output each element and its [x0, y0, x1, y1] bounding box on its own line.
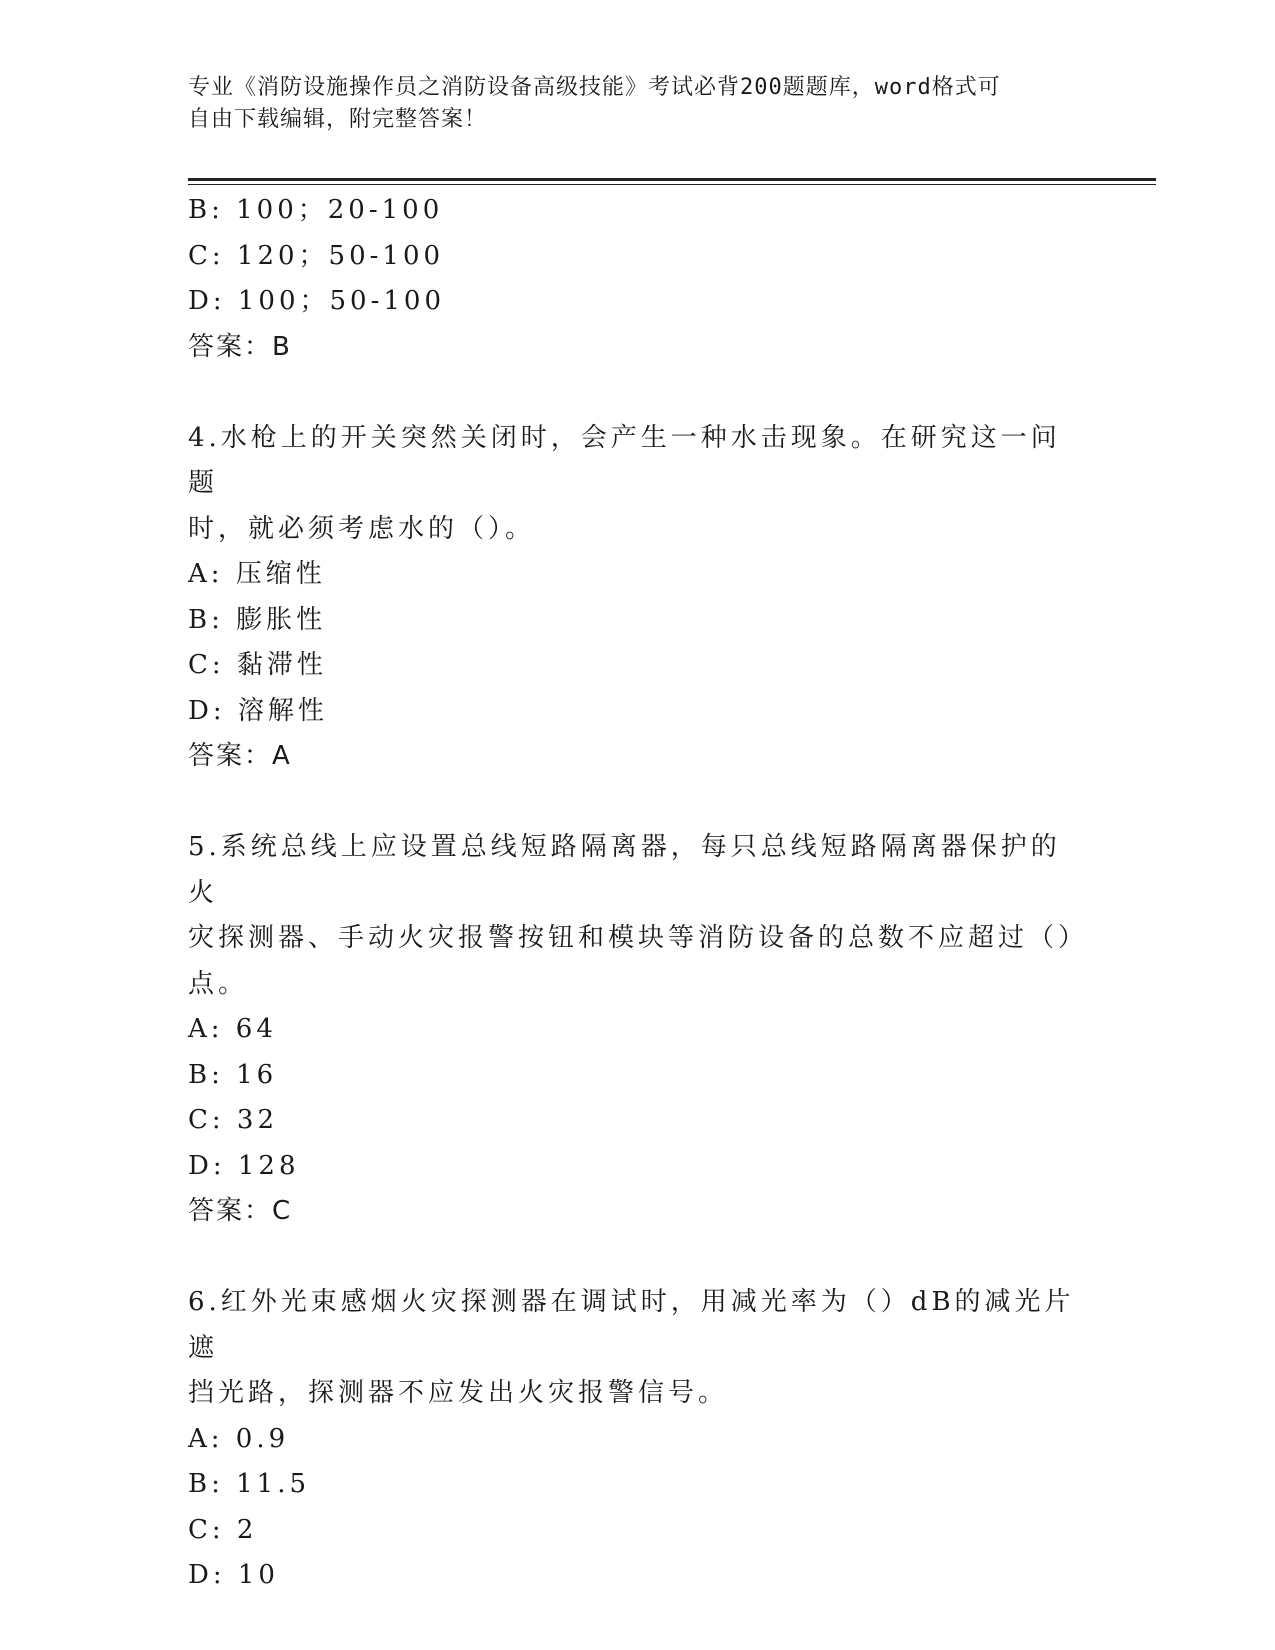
option-d: D: 128	[188, 1150, 300, 1181]
option-c: C: 120；50-100	[188, 240, 445, 271]
question-4	[188, 416, 1088, 780]
option-c: C: 32	[188, 1105, 279, 1135]
question-stem-line: 4.水枪上的开关突然关闭时，会产生一种水击现象。在研究这一问题	[188, 422, 1061, 498]
answer: 答案：A	[188, 741, 292, 771]
answer: 答案：C	[188, 1196, 293, 1226]
option-a: A: 压缩性	[188, 559, 326, 589]
option-a: A: 0.9	[188, 1423, 290, 1454]
question-stem-line: 6.红外光束感烟火灾探测器在调试时，用减光率为（）dB的减光片遮	[188, 1287, 1075, 1363]
header-rule-thick	[188, 178, 1156, 181]
question-3-continued	[188, 188, 1088, 370]
option-d: D: 100；50-100	[188, 286, 445, 316]
option-a: A: 64	[188, 1014, 277, 1044]
option-c: C: 2	[188, 1514, 258, 1545]
header-line-2: 自由下载编辑，附完整答案！	[188, 107, 488, 132]
question-stem-line: 灾探测器、手动火灾报警按钮和模块等消防设备的总数不应超过（）	[188, 923, 1089, 953]
spacer	[188, 780, 1088, 826]
spacer	[188, 1235, 1088, 1281]
option-b: B: 膨胀性	[188, 604, 327, 635]
option-b: B: 16	[188, 1059, 278, 1090]
question-stem-line: 5.系统总线上应设置总线短路隔离器，每只总线短路隔离器保护的火	[188, 832, 1061, 908]
answer: 答案：B	[188, 331, 292, 362]
question-stem-line: 点。	[188, 968, 249, 999]
document-body	[188, 188, 1088, 1599]
option-d: D: 溶解性	[188, 695, 328, 726]
spacer	[188, 370, 1088, 416]
option-d: D: 10	[188, 1560, 279, 1590]
question-6	[188, 1280, 1088, 1599]
header-rule-thin	[188, 184, 1156, 185]
option-b: B: 100；20-100	[188, 195, 444, 225]
question-5	[188, 825, 1088, 1235]
option-b: B: 11.5	[188, 1469, 311, 1499]
question-stem-line: 挡光路，探测器不应发出火灾报警信号。	[188, 1378, 729, 1408]
document-header	[188, 72, 1088, 136]
header-line-1: 专业《消防设施操作员之消防设备高级技能》考试必背200题题库，word格式可	[188, 75, 1001, 100]
question-stem-line: 时，就必须考虑水的（）。	[188, 513, 536, 544]
option-c: C: 黏滞性	[188, 650, 327, 680]
